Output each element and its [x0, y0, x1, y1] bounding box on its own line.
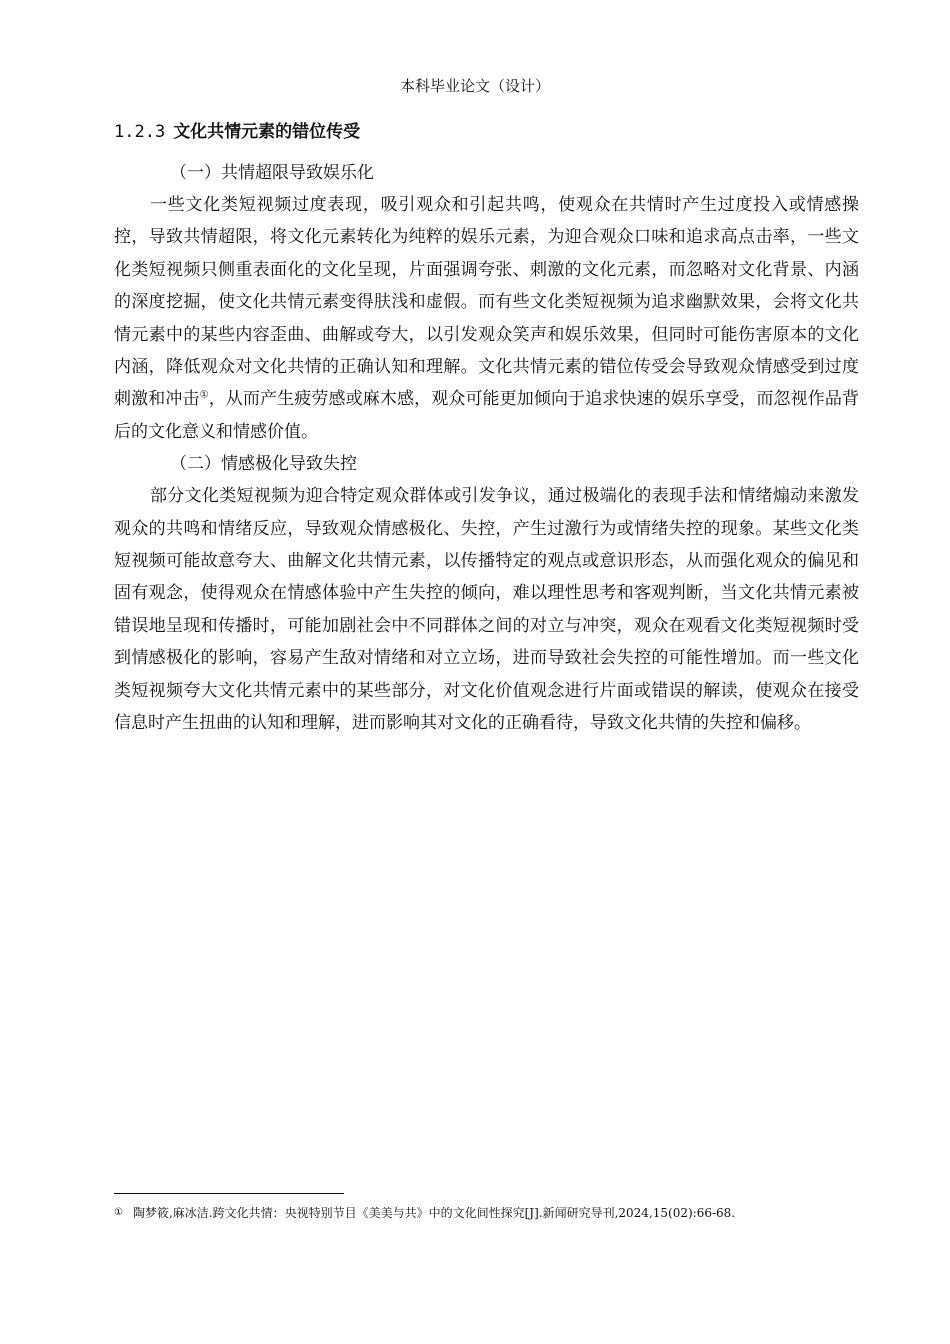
- section-heading: [114, 121, 360, 143]
- footnote-mark: ①: [114, 1207, 123, 1218]
- section-title: 文化共情元素的错位传受: [173, 122, 361, 142]
- body-content: [114, 157, 859, 740]
- paragraph-2: 部分文化类短视频为迎合特定观众群体或引发争议，通过极端化的表现手法和情绪煽动来激发观众的共鸣和情绪反应，导致观众情感极化、失控，产生过激行为或情绪失控的现象。某些文化类短视频可能故意夸大、曲解文化共情元素，以传播特定的观点或意识形态，从而强化观众的偏见和固有观念，使得观众在情感体验中产生失控的倾向，难以理性思考和客观判断，当文化共情元素被错误地呈现和传播时，可能加剧社会中不同群体之间的对立与冲突，观众在观看文化类短视频时受到情感极化的影响，容易产生敌对情绪和对立立场，进而导致社会失控的可能性增加。而一些文化类短视频夸大文化共情元素中的某些部分，对文化价值观念进行片面或错误的解读，使观众在接受信息时产生扭曲的认知和理解，进而影响其对文化的正确看待，导致文化共情的失控和偏移。: [114, 486, 859, 734]
- paragraph-1: [114, 189, 859, 448]
- page-header: [0, 76, 950, 96]
- subsection-heading-1: （一）共情超限导致娱乐化: [170, 163, 374, 183]
- header-title: 本科毕业论文（设计）: [399, 77, 550, 95]
- footnote-reference: ①: [199, 389, 209, 401]
- paragraph-1-text-a: 一些文化类短视频过度表现，吸引观众和引起共鸣，使观众在共情时产生过度投入或情感操控，导致共情超限，将文化元素转化为纯粹的娱乐元素，为迎合观众口味和追求高点击率，一些文化类短视频只侧重表面化的文化呈现，片面强调夸张、刺激的文化元素，而忽略对文化背景、内涵的深度挖掘，使文化共情元素变得肤浅和虚假。而有些文化类短视频为追求幽默效果，会将文化共情元素中的某些内容歪曲、曲解或夸大，以引发观众笑声和娱乐效果，但同时可能伤害原本的文化内涵，降低观众对文化共情的正确认知和理解。文化共情元素的错位传受会导致观众情感受到过度刺激和冲击: [114, 195, 859, 410]
- section-number: 1.2.3: [114, 122, 166, 142]
- paragraph-1-text-b: ，从而产生疲劳感或麻木感，观众可能更加倾向于追求快速的娱乐享受，而忽视作品背后的文化意义和情感价值。: [114, 389, 860, 442]
- footnote-text: 陶梦筱,麻冰洁.跨文化共情：央视特别节目《美美与共》中的文化间性探究[J].新闻研究导刊,2024,15(02):66-68.: [132, 1206, 736, 1220]
- subsection-heading-2: （二）情感极化导致失控: [170, 454, 357, 475]
- footnote-divider: [114, 1193, 344, 1194]
- footnote: [114, 1204, 874, 1222]
